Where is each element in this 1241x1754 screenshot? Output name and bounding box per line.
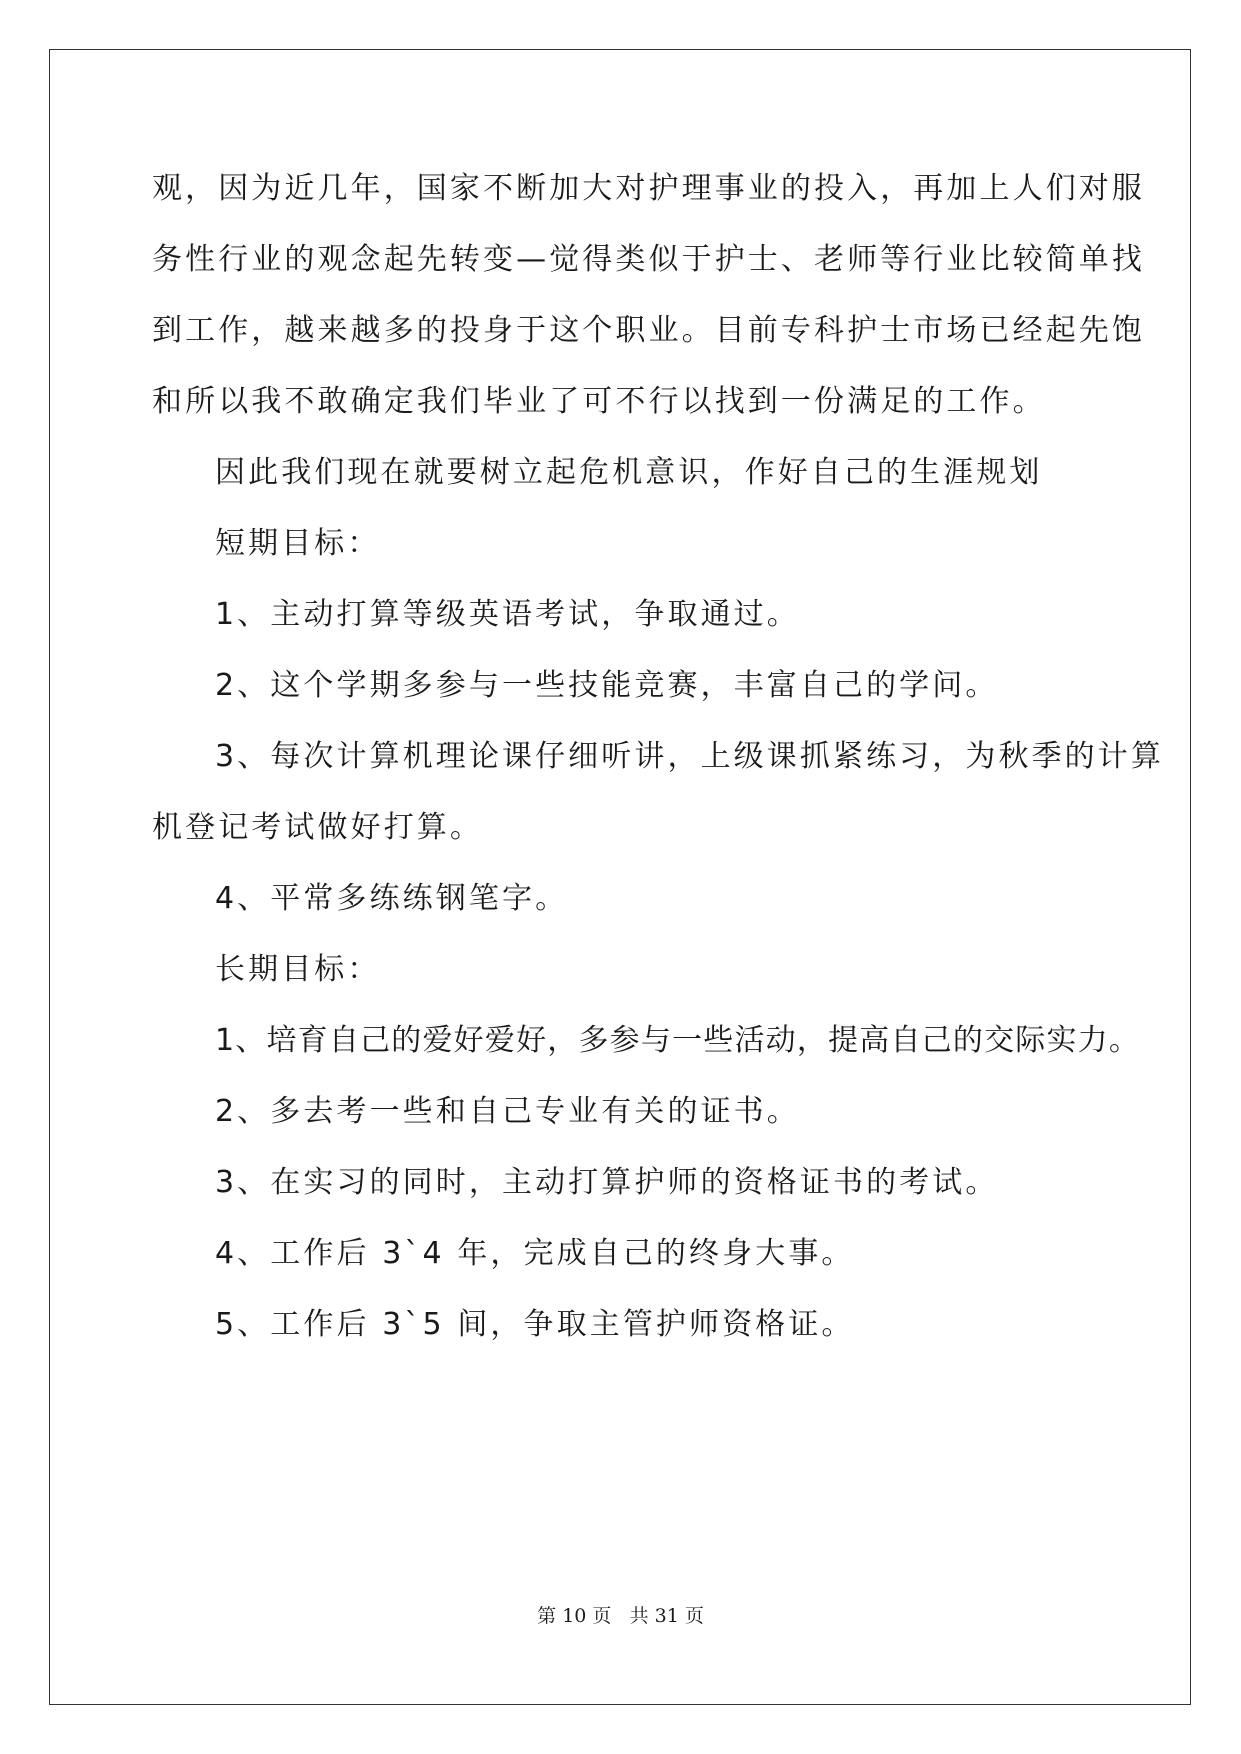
page-number: 第 10 页 [537,1605,612,1627]
body-text-line: 务性行业的观念起先转变—觉得类似于护士、老师等行业比较简单找 [152,242,1145,277]
page-total: 共 31 页 [629,1605,704,1627]
paragraph-line: 因此我们现在就要树立起危机意识，作好自己的生涯规划 [215,455,1043,490]
list-item: 5、工作后 3`5 间，争取主管护师资格证。 [215,1307,855,1342]
list-item: 1、主动打算等级英语考试，争取通过。 [215,597,800,632]
body-text-line: 和所以我不敢确定我们毕业了可不行以找到一份满足的工作。 [152,384,1046,419]
section-heading-long-term: 长期目标： [215,952,381,987]
list-item: 3、在实习的同时，主动打算护师的资格证书的考试。 [215,1165,999,1200]
page-footer [0,1604,1241,1628]
list-item: 4、平常多练练钢笔字。 [215,881,569,916]
list-item: 4、工作后 3`4 年，完成自己的终身大事。 [215,1236,855,1271]
list-item-continuation: 机登记考试做好打算。 [152,810,483,845]
body-text-line: 到工作，越来越多的投身于这个职业。目前专科护士市场已经起先饱 [152,313,1145,348]
list-item: 2、这个学期多参与一些技能竞赛，丰富自己的学问。 [215,668,999,703]
body-text-line: 观，因为近几年，国家不断加大对护理事业的投入，再加上人们对服 [152,171,1145,206]
list-item: 1、培育自己的爱好爱好，多参与一些活动，提高自己的交际实力。 [215,1023,1141,1058]
list-item: 2、多去考一些和自己专业有关的证书。 [215,1094,800,1129]
page-border [49,49,1191,1705]
list-item: 3、每次计算机理论课仔细听讲，上级课抓紧练习，为秋季的计算 [215,739,1164,774]
section-heading-short-term: 短期目标： [215,526,381,561]
